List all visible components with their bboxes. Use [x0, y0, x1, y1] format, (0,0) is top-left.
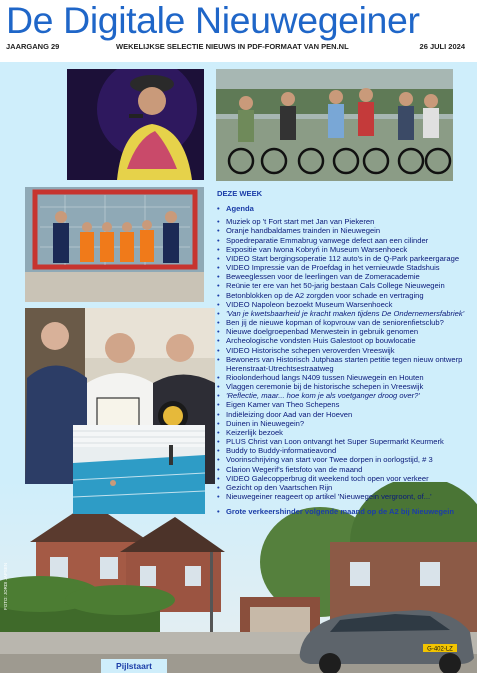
news-item[interactable]: • Ben jij de nieuwe kopman of kopvrouw van de seniorenfietsclub? [217, 318, 473, 327]
news-item[interactable]: • Spoedreparatie Emmabrug vanwege defect aan een cilinder [217, 236, 473, 245]
news-item[interactable]: • VIDEO Napoleon bezoekt Museum Warsenhoeck [217, 300, 473, 309]
news-item[interactable]: • PLUS Christ van Loon ontvangt het Super Supermarkt Keurmerk [217, 437, 473, 446]
news-item[interactable]: • Eigen Kamer van Theo Schepens [217, 400, 473, 409]
news-item[interactable]: • VIDEO Galecopperbrug dit weekend toch open voor verkeer [217, 474, 473, 483]
news-item[interactable]: • Nieuwe doelgroepenbad Merwestein in gebruik genomen [217, 327, 473, 336]
news-item[interactable]: • Voorinschrijving van start voor Twee dorpen in oorlogstijd, # 3 [217, 455, 473, 464]
news-item[interactable]: • Reünie ter ere van het 50-jarig bestaan Cals College Nieuwegein [217, 281, 473, 290]
news-item[interactable]: • Muziek op 't Fort start met Jan van Piekeren [217, 217, 473, 226]
news-item[interactable]: • Buddy to Buddy-informatieavond [217, 446, 473, 455]
swimming-pool-photo [73, 425, 205, 514]
this-week-list [217, 204, 473, 516]
news-item[interactable]: • Duinen in Nieuwegein? [217, 419, 473, 428]
news-item[interactable]: • Clarion Wegerif's fietsfoto van de maand [217, 465, 473, 474]
news-item[interactable]: • Rioolonderhoud langs N409 tussen Nieuwegein en Houten [217, 373, 473, 382]
headline-link[interactable]: • Grote verkeershinder volgende maand op de A2 bij Nieuwegein [217, 507, 473, 516]
news-item[interactable]: • Oranje handbaldames trainden in Nieuwegein [217, 226, 473, 235]
news-item[interactable]: • Vlaggen ceremonie bij de historische schepen in Vreeswijk [217, 382, 473, 391]
car-license-plate: G-402-LZ [427, 646, 453, 653]
news-item[interactable]: • VIDEO Impressie van de Proefdag in het vernieuwde Stadshuis [217, 263, 473, 272]
content-panel [0, 62, 477, 673]
handball-team-photo [25, 187, 204, 302]
photo-credit: FOTO: JORDI JAPSEN [3, 562, 8, 610]
photo-caption: Pijlstaart [101, 659, 167, 673]
cyclists-photo [216, 69, 453, 181]
news-item[interactable]: • Beweeglessen voor de leerlingen van de Zomeracademie [217, 272, 473, 281]
news-item[interactable]: • VIDEO Historische schepen veroverden Vreeswijk [217, 346, 473, 355]
agenda-link[interactable]: • Agenda [217, 204, 473, 213]
this-week-section [217, 189, 473, 516]
news-item[interactable]: • Archeologische vondsten Huis Galestoot op bouwlocatie [217, 336, 473, 345]
masthead-title: De Digitale Nieuwegeiner [6, 0, 420, 41]
news-item[interactable]: • Bewoners van Historisch Jutphaas starten petitie tegen nieuw ontwerp Herenstraat-Utrechtsestraatweg [217, 355, 473, 373]
masthead-volume: JAARGANG 29 [6, 42, 60, 51]
news-item[interactable]: • VIDEO Start bergingsoperatie 112 auto's in de Q-Park parkeergarage [217, 254, 473, 263]
masthead [0, 0, 477, 62]
news-item[interactable]: • Indiëleizing door Aad van der Hoeven [217, 410, 473, 419]
news-item[interactable]: • 'Reflectie, maar... hoe kom je als voetganger droog over?' [217, 391, 473, 400]
news-item[interactable]: • Betonblokken op de A2 zorgden voor schade en vertraging [217, 291, 473, 300]
masthead-tagline: WEKELIJKSE SELECTIE NIEUWS IN PDF-FORMAAT VAN PEN.NL [116, 42, 349, 51]
news-item[interactable]: • Gezicht op den Vaartschen Rijn [217, 483, 473, 492]
news-item[interactable]: • Keizerlijk bezoek [217, 428, 473, 437]
singer-photo [67, 69, 204, 180]
news-item[interactable]: • Expositie van Iwona Kobryń in Museum Warsenhoeck [217, 245, 473, 254]
masthead-date: 26 JULI 2024 [419, 42, 465, 51]
news-item[interactable]: • Nieuwegeiner reageert op artikel 'Nieuwegein vergroont, of...' [217, 492, 473, 501]
news-item[interactable]: • 'Van je kwetsbaarheid je kracht maken tijdens De Ondernemersfabriek' [217, 309, 473, 318]
this-week-heading: DEZE WEEK [217, 189, 263, 198]
